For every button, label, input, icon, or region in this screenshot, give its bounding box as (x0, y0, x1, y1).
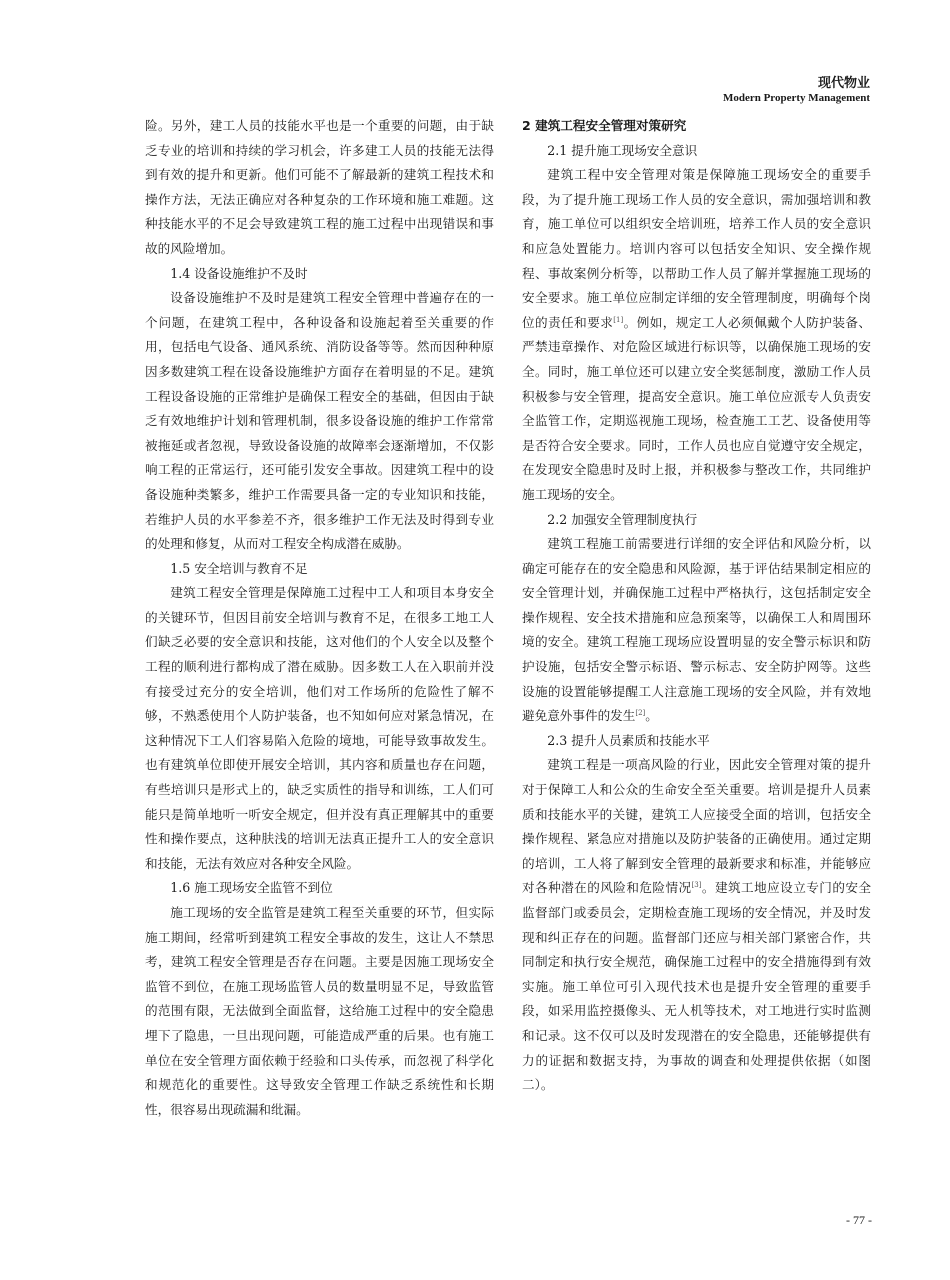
journal-header (723, 76, 870, 105)
section-heading-1-5: 1.5 安全培训与教育不足 (170, 560, 308, 576)
paragraph-2-3-part-b: 。建筑工地应设立专门的安全监督部门或委员会，定期检查施工现场的安全情况，并及时发现和纠正存在的问题。监督部门还应与相关部门紧密合作，共同制定和执行安全规范，确保施工过程中的安全措施得到有效实施。施工单位可引入现代技术也是提升安全管理的重要手段，如采用监控摄像头、无人机等技术，对工地进行实时监测和记录。这不仅可以及时发现潜在的安全隐患，还能够提供有力的证据和数据支持，为事故的调查和处理提供依据（如图二）。 (522, 880, 872, 1093)
section-heading-1-4: 1.4 设备设施维护不及时 (170, 265, 308, 281)
citation-3: [3] (691, 881, 702, 890)
paragraph-1-4: 设备设施维护不及时是建筑工程安全管理中普遍存在的一个问题，在建筑工程中，各种设备和设施起着至关重要的作用，包括电气设备、通风系统、消防设备等等。然而因种种原因多数建筑工程在设备设施维护方面存在着明显的不足。建筑工程设备设施的正常维护是确保工程安全的基础，但因由于缺乏有效地维护计划和管理机制，很多设备设施的维护工作常常被拖延或者忽视，导致设备设施的故障率会逐渐增加，不仅影响工程的正常运行，还可能引发安全事故。因建筑工程中的设备设施种类繁多，维护工作需要具备一定的专业知识和技能，若维护人员的水平参差不齐，很多维护工作无法及时得到专业的处理和修复，从而对工程安全构成潜在威胁。 (145, 290, 494, 552)
paragraph-2-3 (522, 753, 871, 1097)
section-heading-1-6: 1.6 施工现场安全监管不到位 (170, 880, 333, 896)
right-column (522, 114, 871, 1098)
journal-title-en: Modern Property Management (722, 91, 870, 104)
page-number: - 77 - (846, 1213, 872, 1227)
paragraph-2-2-part-a: 建筑工程施工前需要进行详细的安全评估和风险分析，以确定可能存在的安全隐患和风险源，基于评估结果制定相应的安全管理计划，并确保施工过程中严格执行，这包括制定安全操作规程、安全技术措施和应急预案等，以确保工人和周围环境的安全。建筑工程施工现场应设置明显的安全警示标识和防护设施，包括安全警示标语、警示标志、安全防护网等。这些设施的设置能够提醒工人注意施工现场的安全风险，并有效地避免意外事件的发生 (522, 536, 871, 724)
paragraph-2-1 (522, 163, 871, 507)
paragraph-2-1-part-a: 建筑工程中安全管理对策是保障施工现场安全的重要手段，为了提升施工现场工作人员的安全意识，需加强培训和教育，施工单位可以组织安全培训班，培养工作人员的安全意识和应急处置能力。培训内容可以包括安全知识、安全操作规程、事故案例分析等，以帮助工作人员了解并掌握施工现场的安全要求。施工单位应制定详细的安全管理制度，明确每个岗位的责任和要求 (522, 167, 871, 330)
section-heading-2-2: 2.2 加强安全管理制度执行 (547, 511, 698, 527)
section-heading-2: 2 建筑工程安全管理对策研究 (522, 118, 687, 133)
citation-2: [2] (635, 709, 646, 718)
left-column (145, 114, 494, 1122)
paragraph-1-5: 建筑工程安全管理是保障施工过程中工人和项目本身安全的关键环节，但因目前安全培训与教育不足，在很多工地工人们缺乏必要的安全意识和技能，这对他们的个人安全以及整个工程的顺利进行都构成了潜在威胁。因多数工人在入职前并没有接受过充分的安全培训，他们对工作场所的危险性了解不够，不熟悉使用个人防护装备，也不知如何应对紧急情况，在这种情况下工人们容易陷入危险的境地，可能导致事故发生。也有建筑单位即使开展安全培训，其内容和质量也存在问题，有些培训只是形式上的，缺乏实质性的指导和训练，工人们可能只是简单地听一听安全规定，但并没有真正理解其中的重要性和操作要点，这种肤浅的培训无法真正提升工人的安全意识和技能，无法有效应对各种安全风险。 (145, 585, 494, 871)
citation-1: [1] (613, 315, 624, 324)
paragraph-2-2-part-b: 。 (645, 708, 658, 724)
paragraph-1-6: 施工现场的安全监管是建筑工程至关重要的环节，但实际施工期间，经常听到建筑工程安全事故的发生，这让人不禁思考，建筑工程安全管理是否存在问题。主要是因施工现场安全监管不到位，在施工现场监管人员的数量明显不足，导致监管的范围有限，无法做到全面监督，这给施工过程中的安全隐患埋下了隐患，一旦出现问题，可能造成严重的后果。也有施工单位在安全管理方面依赖于经验和口头传承，而忽视了科学化和规范化的重要性。这导致安全管理工作缺乏系统性和长期性，很容易出现疏漏和纰漏。 (145, 905, 494, 1117)
journal-title-cn: 现代物业 (817, 76, 870, 91)
paragraph-2-2 (522, 532, 871, 729)
paragraph-2-3-part-a: 建筑工程是一项高风险的行业，因此安全管理对策的提升对于保障工人和公众的生命安全至关重要。培训是提升人员素质和技能水平的关键，建筑工人应接受全面的培训，包括安全操作规程、紧急应对措施以及防护装备的正确使用。通过定期的培训，工人将了解到安全管理的最新要求和标准，并能够应对各种潜在的风险和危险情况 (522, 757, 871, 896)
section-heading-2-1: 2.1 提升施工现场安全意识 (547, 142, 698, 158)
paragraph-continued: 险。另外，建工人员的技能水平也是一个重要的问题，由于缺乏专业的培训和持续的学习机会，许多建工人员的技能无法得到有效的提升和更新。他们可能不了解最新的建筑工程技术和操作方法，无法正确应对各种复杂的工作环境和施工难题。这种技能水平的不足会导致建筑工程的施工过程中出现错误和事故的风险增加。 (145, 118, 494, 256)
section-heading-2-3: 2.3 提升人员素质和技能水平 (547, 732, 710, 748)
paragraph-2-1-part-b: 。例如，规定工人必须佩戴个人防护装备、严禁违章操作、对危险区域进行标识等，以确保施工现场的安全。同时，施工单位还可以建立安全奖惩制度，激励工作人员积极参与安全管理，提高安全意识。施工单位应派专人负责安全监管工作，定期巡视施工现场，检查施工工艺、设备使用等是否符合安全要求。同时，工作人员也应自觉遵守安全规定，在发现安全隐患时及时上报，并积极参与整改工作，共同维护施工现场的安全。 (522, 314, 872, 502)
